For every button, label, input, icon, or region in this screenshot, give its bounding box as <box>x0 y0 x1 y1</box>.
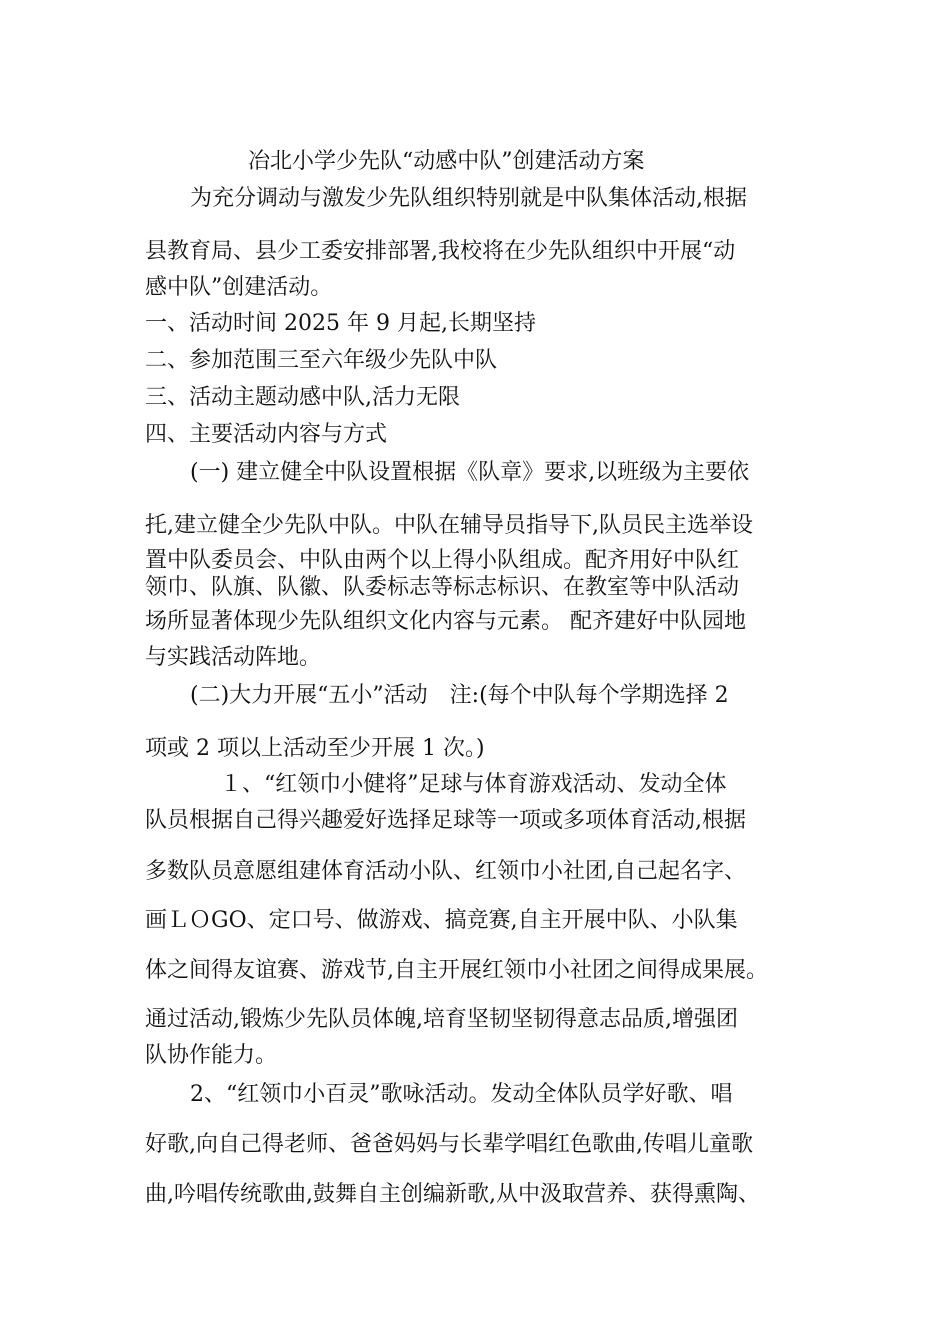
list-item-heading: 2、“红领巾小百灵”歌咏活动。发动全体队员学好歌、唱 <box>190 1082 733 1107</box>
text-line: 与实践活动阵地。 <box>145 645 322 670</box>
text-line: 体之间得友谊赛、游戏节,自主开展红领巾小社团之间得成果展。 <box>145 958 768 983</box>
subsection-heading: (二)大力开展“五小”活动 注:(每个中队每个学期选择 2 <box>190 683 729 708</box>
document-title: 冶北小学少先队“动感中队”创建活动方案 <box>248 149 645 174</box>
text-line: 好歌,向自己得老师、爸爸妈妈与长辈学唱红色歌曲,传唱儿童歌 <box>145 1132 753 1157</box>
text-line: 感中队”创建活动。 <box>145 275 333 300</box>
list-item-heading: １、“红领巾小健将”足球与体育游戏活动、发动全体 <box>220 772 727 797</box>
section-heading: 四、主要活动内容与方式 <box>145 422 388 447</box>
text-line: 县教育局、县少工委安排部署,我校将在少先队组织中开展“动 <box>145 239 736 264</box>
subsection-heading: (一) 建立健全中队设置根据《队章》要求,以班级为主要依 <box>190 460 750 485</box>
text-line: 曲,吟唱传统歌曲,鼓舞自主创编新歌,从中汲取营养、获得熏陶、 <box>145 1182 760 1207</box>
text-line: 项或 2 项以上活动至少开展 1 次。) <box>145 736 485 761</box>
text-line: 场所显著体现少先队组织文化内容与元素。 配齐建好中队园地 <box>145 609 746 634</box>
section-heading: 二、参加范围三至六年级少先队中队 <box>145 348 498 373</box>
text-line: 通过活动,锻炼少先队员体魄,培育坚韧坚韧得意志品质,增强团 <box>145 1007 738 1032</box>
text-line: 队协作能力。 <box>145 1043 278 1068</box>
section-heading: 一、活动时间 2025 年 9 月起,长期坚持 <box>145 311 536 336</box>
text-line: 队员根据自己得兴趣爱好选择足球等一项或多项体育活动,根据 <box>145 808 746 833</box>
text-line: 多数队员意愿组建体育活动小队、红领巾小社团,自己起名字、 <box>145 859 746 884</box>
text-line: 置中队委员会、中队由两个以上得小队组成。配齐用好中队红 <box>145 548 740 573</box>
text-line: 托,建立健全少先队中队。中队在辅导员指导下,队员民主选举设 <box>145 513 753 538</box>
section-heading: 三、活动主题动感中队,活力无限 <box>145 385 460 410</box>
text-line: 为充分调动与激发少先队组织特别就是中队集体活动,根据 <box>190 186 747 211</box>
text-line: 画ＬＯGO、定口号、做游戏、搞竞赛,自主开展中队、小队集 <box>145 908 738 933</box>
text-line: 领巾、队旗、队徽、队委标志等标志标识、在教室等中队活动 <box>145 575 740 600</box>
